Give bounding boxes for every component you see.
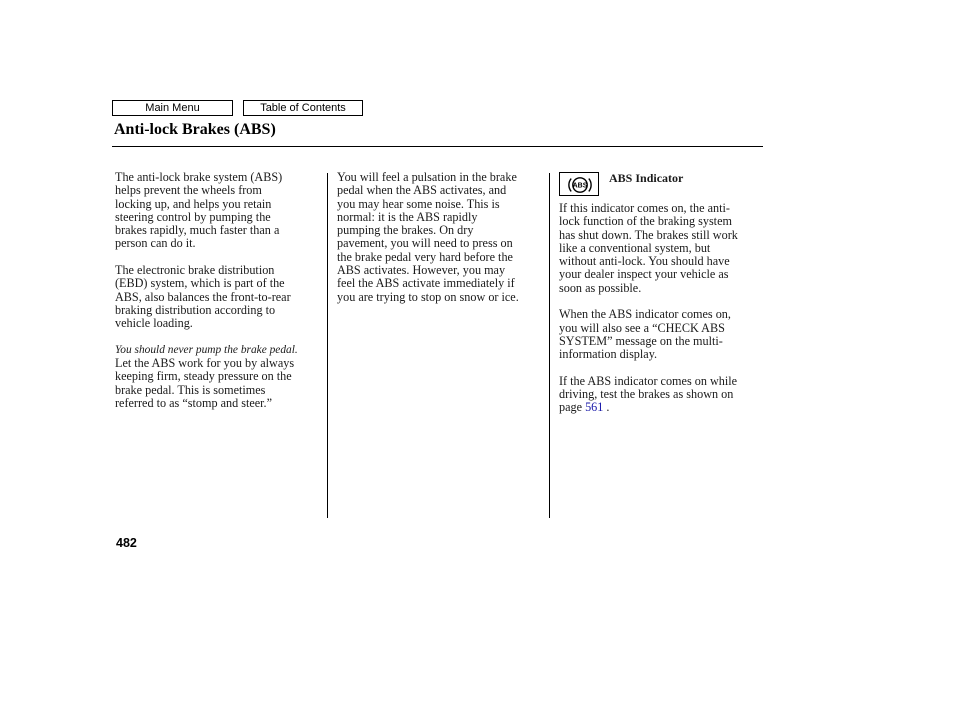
pump-warning-note: You should never pump the brake pedal. [115,343,298,356]
test-brakes-suffix: . [603,400,610,415]
abs-warning-icon [566,175,594,195]
page-title: Anti-lock Brakes (ABS) [114,121,276,138]
page-number: 482 [116,536,137,550]
abs-intro-paragraph: The anti-lock brake system (ABS) helps prevent the wheels from locking up, and helps you retain steering control by pumping the brakes rapidly, much faster than a person can do it. [115,170,283,251]
pulsation-paragraph: You will feel a pulsation in the brake pedal when the ABS activates, and you may hear some noise. This is normal: it is the ABS rapidly pumping the brakes. On dry pavement, you will need to press on the brake pedal very hard before the ABS activates. However, you may feel the ABS activate immediately if you are trying to stop on snow or ice. [337,170,519,304]
page-561-link[interactable]: 561 [585,400,604,415]
column-1 [115,171,321,424]
check-abs-message-paragraph: When the ABS indicator comes on, you will also see a “CHECK ABS SYSTEM” message on the multi- information display. [559,307,731,362]
abs-indicator-icon-frame [559,172,599,196]
abs-indicator-title: ABS Indicator [609,171,684,185]
test-brakes-text: If the ABS indicator comes on while driving, test the brakes as shown on page [559,373,738,415]
test-brakes-paragraph [559,375,765,415]
abs-icon-label: ABS [572,182,588,190]
indicator-on-paragraph: If this indicator comes on, the anti- lock function of the braking system has shut down. The brakes still work like a conventional system, but without anti-lock. You should have your dealer inspect your vehicle as soon as possible. [559,201,738,295]
column-3 [559,171,765,428]
table-of-contents-button[interactable]: Table of Contents [243,100,363,116]
stomp-steer-paragraph: Let the ABS work for you by always keeping firm, steady pressure on the brake pedal. This is sometimes referred to as “stomp and steer.” [115,356,295,411]
title-divider [112,146,763,147]
column-2 [337,171,543,317]
column-divider-2 [549,173,550,518]
column-divider-1 [327,173,328,518]
abs-indicator-header [559,171,765,198]
ebd-paragraph: The electronic brake distribution (EBD) system, which is part of the ABS, also balances the front-to-rear braking distribution according to vehicle loading. [115,263,291,331]
main-menu-button[interactable]: Main Menu [112,100,233,116]
